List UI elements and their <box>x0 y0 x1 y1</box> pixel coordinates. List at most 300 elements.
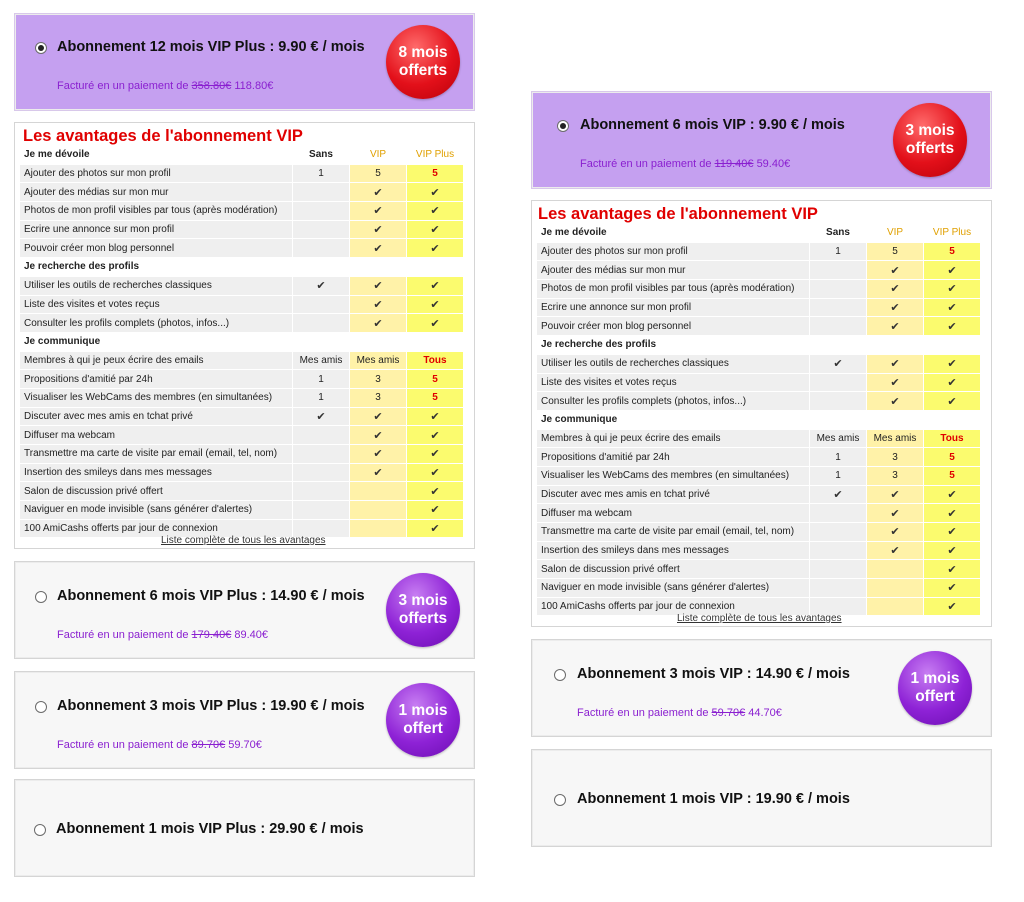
cell-sans <box>810 299 866 317</box>
cell-vip <box>350 165 406 183</box>
feature-label: Membres à qui je peux écrire des emails <box>20 352 292 370</box>
table-row <box>20 426 463 444</box>
plan-1-month-vip[interactable] <box>531 749 992 847</box>
badge-line2: offert <box>915 688 955 705</box>
table-row <box>20 352 463 370</box>
table-row <box>20 389 463 407</box>
cell-vip-plus <box>407 445 463 463</box>
billing-prefix: Facturé en un paiement de <box>57 80 189 92</box>
feature-label: Discuter avec mes amis en tchat privé <box>20 408 292 426</box>
feature-label: Propositions d'amitié par 24h <box>20 370 292 388</box>
cell-vip-plus <box>407 501 463 519</box>
check-icon: ✔ <box>373 410 383 423</box>
cell-vip-plus <box>924 317 980 335</box>
feature-label: Photos de mon profil visibles par tous (après modération) <box>537 280 809 298</box>
badge-line2: offerts <box>398 62 448 79</box>
right-column <box>490 0 1024 902</box>
cell-vip-plus <box>407 389 463 407</box>
plan-1-month-vip-plus[interactable] <box>14 779 475 877</box>
cell-sans <box>810 467 866 485</box>
section-title: Je communique <box>24 336 101 348</box>
feature-label: Liste des visites et votes reçus <box>537 374 809 392</box>
plan-billing <box>57 80 273 92</box>
check-icon: ✔ <box>890 545 900 558</box>
cell-value-vip: 5 <box>375 168 381 180</box>
cell-vip <box>867 430 923 448</box>
table-row <box>20 277 463 295</box>
plan-radio-selected[interactable] <box>557 120 569 132</box>
check-icon: ✔ <box>430 504 440 517</box>
table-row <box>20 370 463 388</box>
feature-label: Transmettre ma carte de visite par email (email, tel, nom) <box>20 445 292 463</box>
cell-vip-plus <box>407 352 463 370</box>
cell-vip <box>867 374 923 392</box>
table-row <box>20 165 463 183</box>
table-row <box>537 299 980 317</box>
check-icon: ✔ <box>373 280 383 293</box>
plan-radio-selected[interactable] <box>35 42 47 54</box>
feature-label: Utiliser les outils de recherches classiques <box>20 277 292 295</box>
plan-3-months-vip-plus[interactable] <box>14 671 475 769</box>
cell-vip-plus <box>924 560 980 578</box>
cell-vip-plus <box>924 392 980 410</box>
check-icon: ✔ <box>316 410 326 423</box>
plan-billing <box>577 707 782 719</box>
check-icon: ✔ <box>373 242 383 255</box>
check-icon: ✔ <box>373 448 383 461</box>
cell-sans <box>293 426 349 444</box>
check-icon: ✔ <box>947 488 957 501</box>
cell-vip-plus <box>407 296 463 314</box>
cell-sans <box>810 392 866 410</box>
plan-radio[interactable] <box>35 701 47 713</box>
table-row <box>20 202 463 220</box>
cell-value-sans: Mes amis <box>816 432 860 444</box>
plan-title: Abonnement 1 mois VIP : 19.90 € / mois <box>577 791 850 807</box>
check-icon: ✔ <box>373 224 383 237</box>
badge-line1: 1 mois <box>910 670 960 687</box>
section-title: Je me dévoile <box>541 227 607 239</box>
cell-vip <box>350 482 406 500</box>
plan-title: Abonnement 3 mois VIP : 14.90 € / mois <box>577 666 850 682</box>
cell-value-vip-plus: 5 <box>432 373 438 385</box>
feature-label: Pouvoir créer mon blog personnel <box>20 239 292 257</box>
cell-vip-plus <box>407 165 463 183</box>
cell-vip <box>350 202 406 220</box>
cell-value-vip: 5 <box>892 246 898 258</box>
section-title: Je communique <box>541 414 618 426</box>
table-row <box>537 243 980 261</box>
section-header <box>20 146 463 164</box>
cell-sans <box>293 501 349 519</box>
cell-vip-plus <box>924 486 980 504</box>
advantages-table <box>19 145 464 538</box>
cell-vip <box>867 523 923 541</box>
column-header-vip: VIP <box>369 149 387 161</box>
feature-label: Insertion des smileys dans mes messages <box>537 542 809 560</box>
cell-sans <box>810 448 866 466</box>
cell-vip-plus <box>407 202 463 220</box>
new-price: 89.40€ <box>234 629 269 641</box>
offer-badge <box>386 683 460 757</box>
offer-badge <box>898 651 972 725</box>
feature-label: Ajouter des médias sur mon mur <box>537 261 809 279</box>
plan-6-months-vip[interactable] <box>531 91 992 189</box>
cell-vip <box>350 408 406 426</box>
table-row <box>20 445 463 463</box>
cell-value-vip-plus: 5 <box>432 392 438 404</box>
plan-title: Abonnement 1 mois VIP Plus : 29.90 € / mois <box>56 821 364 837</box>
check-icon: ✔ <box>947 582 957 595</box>
old-price: 119.40€ <box>714 158 754 170</box>
cell-vip-plus <box>924 579 980 597</box>
advantages-box <box>531 200 992 627</box>
offer-badge <box>893 103 967 177</box>
billing-prefix: Facturé en un paiement de <box>57 629 189 641</box>
check-icon: ✔ <box>316 280 326 293</box>
cell-value-sans: Mes amis <box>299 354 343 366</box>
new-price: 59.40€ <box>756 158 791 170</box>
table-row <box>537 392 980 410</box>
check-icon: ✔ <box>890 264 900 277</box>
cell-vip-plus <box>924 374 980 392</box>
check-icon: ✔ <box>373 317 383 330</box>
table-row <box>20 501 463 519</box>
plan-billing <box>57 739 262 751</box>
check-icon: ✔ <box>430 224 440 237</box>
plan-title: Abonnement 3 mois VIP Plus : 19.90 € / mois <box>57 698 365 714</box>
check-icon: ✔ <box>373 298 383 311</box>
check-icon: ✔ <box>430 485 440 498</box>
cell-value-vip-plus: 5 <box>432 168 438 180</box>
cell-vip-plus <box>924 523 980 541</box>
cell-sans <box>293 165 349 183</box>
cell-sans <box>810 280 866 298</box>
section-header <box>537 336 980 354</box>
table-row <box>537 504 980 522</box>
plan-6-months-vip-plus[interactable] <box>14 561 475 659</box>
cell-value-sans: 1 <box>318 168 324 180</box>
left-column <box>0 0 490 902</box>
badge-line2: offert <box>403 720 443 737</box>
plan-billing <box>57 629 268 641</box>
cell-vip-plus <box>924 355 980 373</box>
feature-label: 100 AmiCashs offerts par jour de connexion <box>537 598 809 616</box>
table-row <box>537 523 980 541</box>
cell-value-sans: 1 <box>318 392 324 404</box>
feature-label: Discuter avec mes amis en tchat privé <box>537 486 809 504</box>
cell-sans <box>810 486 866 504</box>
feature-label: Ajouter des photos sur mon profil <box>537 243 809 261</box>
section-header <box>20 258 463 276</box>
cell-vip <box>867 317 923 335</box>
table-row <box>20 408 463 426</box>
cell-value-vip-plus: 5 <box>949 246 955 258</box>
cell-sans <box>293 296 349 314</box>
cell-vip <box>867 486 923 504</box>
cell-sans <box>810 579 866 597</box>
check-icon: ✔ <box>947 302 957 315</box>
cell-vip <box>867 261 923 279</box>
check-icon: ✔ <box>430 410 440 423</box>
feature-label: Consulter les profils complets (photos, infos...) <box>537 392 809 410</box>
cell-vip <box>350 464 406 482</box>
billing-prefix: Facturé en un paiement de <box>580 158 712 170</box>
advantages-full-list-link[interactable]: Liste complète de tous les avantages <box>161 535 326 546</box>
badge-line1: 1 mois <box>398 702 448 719</box>
plan-3-months-vip[interactable] <box>531 639 992 737</box>
cell-vip <box>350 277 406 295</box>
cell-value-sans: 1 <box>835 451 841 463</box>
table-row <box>537 579 980 597</box>
cell-vip <box>867 542 923 560</box>
cell-vip-plus <box>407 239 463 257</box>
cell-value-vip-plus: Tous <box>940 432 964 444</box>
cell-vip <box>867 280 923 298</box>
table-row <box>537 355 980 373</box>
cell-vip <box>867 598 923 616</box>
cell-value-vip: 3 <box>892 470 898 482</box>
plan-radio[interactable] <box>554 794 566 806</box>
plan-radio[interactable] <box>35 591 47 603</box>
cell-vip <box>350 389 406 407</box>
table-row <box>20 464 463 482</box>
column-header-vip-plus: VIP Plus <box>415 149 455 161</box>
feature-label: Liste des visites et votes reçus <box>20 296 292 314</box>
cell-sans <box>293 370 349 388</box>
cell-value-sans: 1 <box>835 246 841 258</box>
cell-vip <box>867 467 923 485</box>
check-icon: ✔ <box>947 376 957 389</box>
advantages-full-list-link[interactable]: Liste complète de tous les avantages <box>677 613 842 624</box>
cell-vip-plus <box>407 183 463 201</box>
plan-title: Abonnement 6 mois VIP : 9.90 € / mois <box>580 117 845 133</box>
cell-vip <box>350 370 406 388</box>
cell-vip-plus <box>407 370 463 388</box>
check-icon: ✔ <box>947 320 957 333</box>
cell-vip <box>867 355 923 373</box>
cell-sans <box>293 389 349 407</box>
cell-vip-plus <box>407 314 463 332</box>
feature-label: Insertion des smileys dans mes messages <box>20 464 292 482</box>
cell-sans <box>293 183 349 201</box>
cell-sans <box>810 374 866 392</box>
feature-label: Photos de mon profil visibles par tous (après modération) <box>20 202 292 220</box>
badge-line2: offerts <box>398 610 448 627</box>
plan-12-months-vip-plus[interactable] <box>14 13 475 111</box>
feature-label: Visualiser les WebCams des membres (en simultanées) <box>537 467 809 485</box>
check-icon: ✔ <box>430 186 440 199</box>
cell-sans <box>810 542 866 560</box>
cell-sans <box>293 482 349 500</box>
feature-label: Naviguer en mode invisible (sans générer d'alertes) <box>20 501 292 519</box>
advantages-box <box>14 122 475 549</box>
new-price: 44.70€ <box>748 707 782 719</box>
cell-sans <box>810 243 866 261</box>
feature-label: Ecrire une annonce sur mon profil <box>537 299 809 317</box>
cell-vip <box>350 520 406 538</box>
feature-label: Visualiser les WebCams des membres (en simultanées) <box>20 389 292 407</box>
cell-sans <box>810 430 866 448</box>
table-row <box>537 486 980 504</box>
cell-vip <box>350 314 406 332</box>
cell-value-vip-plus: Tous <box>423 354 447 366</box>
cell-sans <box>293 352 349 370</box>
cell-sans <box>293 239 349 257</box>
check-icon: ✔ <box>430 467 440 480</box>
feature-label: Diffuser ma webcam <box>20 426 292 444</box>
cell-vip-plus <box>924 542 980 560</box>
table-row <box>537 542 980 560</box>
cell-vip-plus <box>407 482 463 500</box>
check-icon: ✔ <box>947 563 957 576</box>
column-header-vip-plus: VIP Plus <box>932 227 972 239</box>
cell-value-sans: 1 <box>318 373 324 385</box>
plan-radio[interactable] <box>34 824 46 836</box>
cell-vip-plus <box>407 221 463 239</box>
check-icon: ✔ <box>890 507 900 520</box>
table-row <box>537 261 980 279</box>
cell-value-vip: 3 <box>892 451 898 463</box>
cell-vip <box>350 445 406 463</box>
feature-label: Salon de discussion privé offert <box>20 482 292 500</box>
check-icon: ✔ <box>373 467 383 480</box>
check-icon: ✔ <box>890 358 900 371</box>
cell-vip <box>867 299 923 317</box>
plan-title: Abonnement 6 mois VIP Plus : 14.90 € / mois <box>57 588 365 604</box>
billing-prefix: Facturé en un paiement de <box>577 707 709 719</box>
badge-line2: offerts <box>905 140 955 157</box>
cell-sans <box>293 445 349 463</box>
cell-vip <box>350 296 406 314</box>
table-row <box>20 296 463 314</box>
check-icon: ✔ <box>890 283 900 296</box>
check-icon: ✔ <box>947 601 957 614</box>
cell-vip <box>350 352 406 370</box>
feature-label: Ajouter des photos sur mon profil <box>20 165 292 183</box>
cell-value-vip: 3 <box>375 373 381 385</box>
cell-vip-plus <box>924 467 980 485</box>
advantages-title: Les avantages de l'abonnement VIP <box>538 205 818 223</box>
check-icon: ✔ <box>890 320 900 333</box>
advantages-title: Les avantages de l'abonnement VIP <box>23 127 303 145</box>
check-icon: ✔ <box>833 358 843 371</box>
check-icon: ✔ <box>890 395 900 408</box>
column-header-vip: VIP <box>886 227 904 239</box>
cell-vip-plus <box>407 408 463 426</box>
cell-sans <box>293 277 349 295</box>
cell-vip-plus <box>924 430 980 448</box>
table-row <box>537 280 980 298</box>
table-row <box>20 239 463 257</box>
badge-line1: 3 mois <box>905 122 955 139</box>
check-icon: ✔ <box>430 242 440 255</box>
check-icon: ✔ <box>430 523 440 536</box>
cell-value-vip-plus: 5 <box>949 451 955 463</box>
badge-line1: 8 mois <box>398 44 448 61</box>
new-price: 118.80€ <box>234 80 274 92</box>
table-row <box>537 448 980 466</box>
cell-vip <box>350 183 406 201</box>
cell-sans <box>293 408 349 426</box>
old-price: 89.70€ <box>191 739 226 751</box>
table-row <box>537 430 980 448</box>
check-icon: ✔ <box>373 186 383 199</box>
cell-vip-plus <box>924 261 980 279</box>
check-icon: ✔ <box>890 376 900 389</box>
cell-vip-plus <box>924 448 980 466</box>
cell-vip-plus <box>924 243 980 261</box>
cell-value-vip: 3 <box>375 392 381 404</box>
feature-label: Membres à qui je peux écrire des emails <box>537 430 809 448</box>
feature-label: 100 AmiCashs offerts par jour de connexion <box>20 520 292 538</box>
feature-label: Ecrire une annonce sur mon profil <box>20 221 292 239</box>
badge-line1: 3 mois <box>398 592 448 609</box>
table-row <box>20 183 463 201</box>
feature-label: Propositions d'amitié par 24h <box>537 448 809 466</box>
cell-value-vip: Mes amis <box>873 432 917 444</box>
check-icon: ✔ <box>947 507 957 520</box>
table-row <box>537 374 980 392</box>
check-icon: ✔ <box>430 317 440 330</box>
check-icon: ✔ <box>947 395 957 408</box>
cell-vip-plus <box>407 426 463 444</box>
cell-sans <box>810 560 866 578</box>
cell-vip-plus <box>924 280 980 298</box>
cell-sans <box>293 314 349 332</box>
cell-vip <box>867 392 923 410</box>
cell-vip-plus <box>407 520 463 538</box>
cell-vip-plus <box>924 504 980 522</box>
table-row <box>537 560 980 578</box>
cell-vip <box>350 221 406 239</box>
section-header <box>537 224 980 242</box>
check-icon: ✔ <box>430 448 440 461</box>
feature-label: Transmettre ma carte de visite par email (email, tel, nom) <box>537 523 809 541</box>
plan-radio[interactable] <box>554 669 566 681</box>
cell-vip <box>867 579 923 597</box>
check-icon: ✔ <box>430 280 440 293</box>
cell-vip-plus <box>407 464 463 482</box>
section-header <box>537 411 980 429</box>
cell-sans <box>810 523 866 541</box>
cell-vip-plus <box>924 299 980 317</box>
advantages-table <box>536 223 981 616</box>
cell-sans <box>293 464 349 482</box>
cell-sans <box>293 202 349 220</box>
column-header-sans: Sans <box>826 227 850 239</box>
plan-title: Abonnement 12 mois VIP Plus : 9.90 € / mois <box>57 39 365 55</box>
old-price: 358.80€ <box>191 80 232 92</box>
cell-value-vip-plus: 5 <box>949 470 955 482</box>
feature-label: Diffuser ma webcam <box>537 504 809 522</box>
section-title: Je me dévoile <box>24 149 90 161</box>
section-header <box>20 333 463 351</box>
feature-label: Ajouter des médias sur mon mur <box>20 183 292 201</box>
cell-vip <box>867 504 923 522</box>
check-icon: ✔ <box>947 358 957 371</box>
old-price: 59.70€ <box>711 707 746 719</box>
check-icon: ✔ <box>430 298 440 311</box>
table-row <box>20 221 463 239</box>
table-row <box>537 467 980 485</box>
cell-sans <box>810 317 866 335</box>
plan-billing <box>580 158 790 170</box>
cell-sans <box>810 355 866 373</box>
column-header-sans: Sans <box>309 149 333 161</box>
cell-sans <box>293 221 349 239</box>
table-row <box>20 482 463 500</box>
